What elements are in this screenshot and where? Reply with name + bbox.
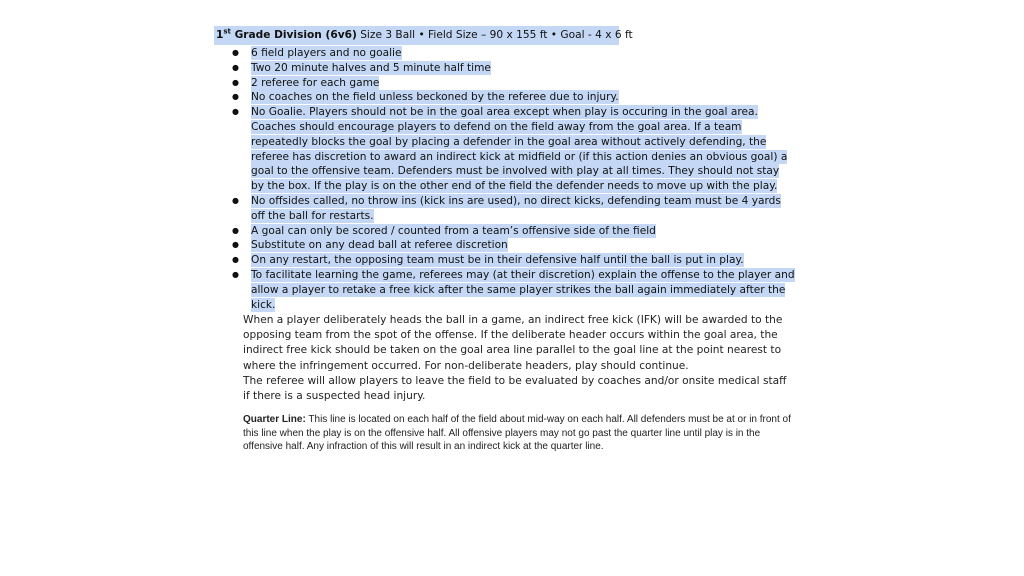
rules-list [230, 46, 795, 311]
injury-rule-paragraph: The referee will allow players to leave the field to be evaluated by coaches and/or onsite medical staff if there is a suspected head injury. [243, 375, 787, 403]
list-item: ● No coaches on the field unless beckoned by the referee due to injury. [230, 90, 795, 105]
list-item: ● Substitute on any dead ball at referee discretion [230, 238, 795, 253]
heading-rule-paragraph: When a player deliberately heads the ball in a game, an indirect free kick (IFK) will be awarded to the opposing team from the spot of the offense. If the deliberate header occurs within the goal area, the indirect free kick should be taken on the goal area line parallel to the goal line at the point nearest to where the infringement occurred. For non-deliberate headers, play should continue. [243, 314, 783, 372]
quarter-line-text: This line is located on each half of the field about mid-way on each half. All defenders must be at or in front of this line when the play is on the offensive half. All offensive players may not go past the quarter line until play is in the offensive half. Any infraction of this will result in an indirect kick at the quarter line. [243, 414, 791, 453]
division-header [214, 26, 633, 45]
list-item: ● No Goalie. Players should not be in the goal area except when play is occuring in the goal area. Coaches should encourage players to defend on the field away from the goal area. If a team repeatedly blocks the goal by placing a defender in the goal area without actively defending, the referee has discretion to award an indirect kick at midfield or (if this action denies an obvious goal) a goal to the offensive team. Defenders must be involved with play at all times. They should not stay by the box. If the play is on the other end of the field the defender needs to move up with the play. [230, 105, 795, 194]
quarter-line-paragraph [243, 413, 791, 454]
quarter-line-label: Quarter Line: [243, 414, 306, 425]
division-details: Size 3 Ball • Field Size – 90 x 155 ft • Goal - 4 x 6 ft [356, 29, 633, 41]
list-item: ● Two 20 minute halves and 5 minute half time [230, 61, 795, 76]
division-title: 1st Grade Division (6v6) [216, 27, 357, 41]
list-item: ● No offsides called, no throw ins (kick ins are used), no direct kicks, defending team must be 4 yards off the ball for restarts. [230, 194, 795, 224]
list-item: ● To facilitate learning the game, referees may (at their discretion) explain the offense to the player and allow a player to retake a free kick after the same player strikes the ball again immediately after the kick. [230, 268, 795, 312]
list-item: ● 2 referee for each game [230, 76, 795, 91]
list-item: ● A goal can only be scored / counted from a team’s offensive side of the field [230, 224, 795, 239]
list-item: ● On any restart, the opposing team must be in their defensive half until the ball is put in play. [230, 253, 795, 268]
list-item: ● 6 field players and no goalie [230, 46, 795, 61]
